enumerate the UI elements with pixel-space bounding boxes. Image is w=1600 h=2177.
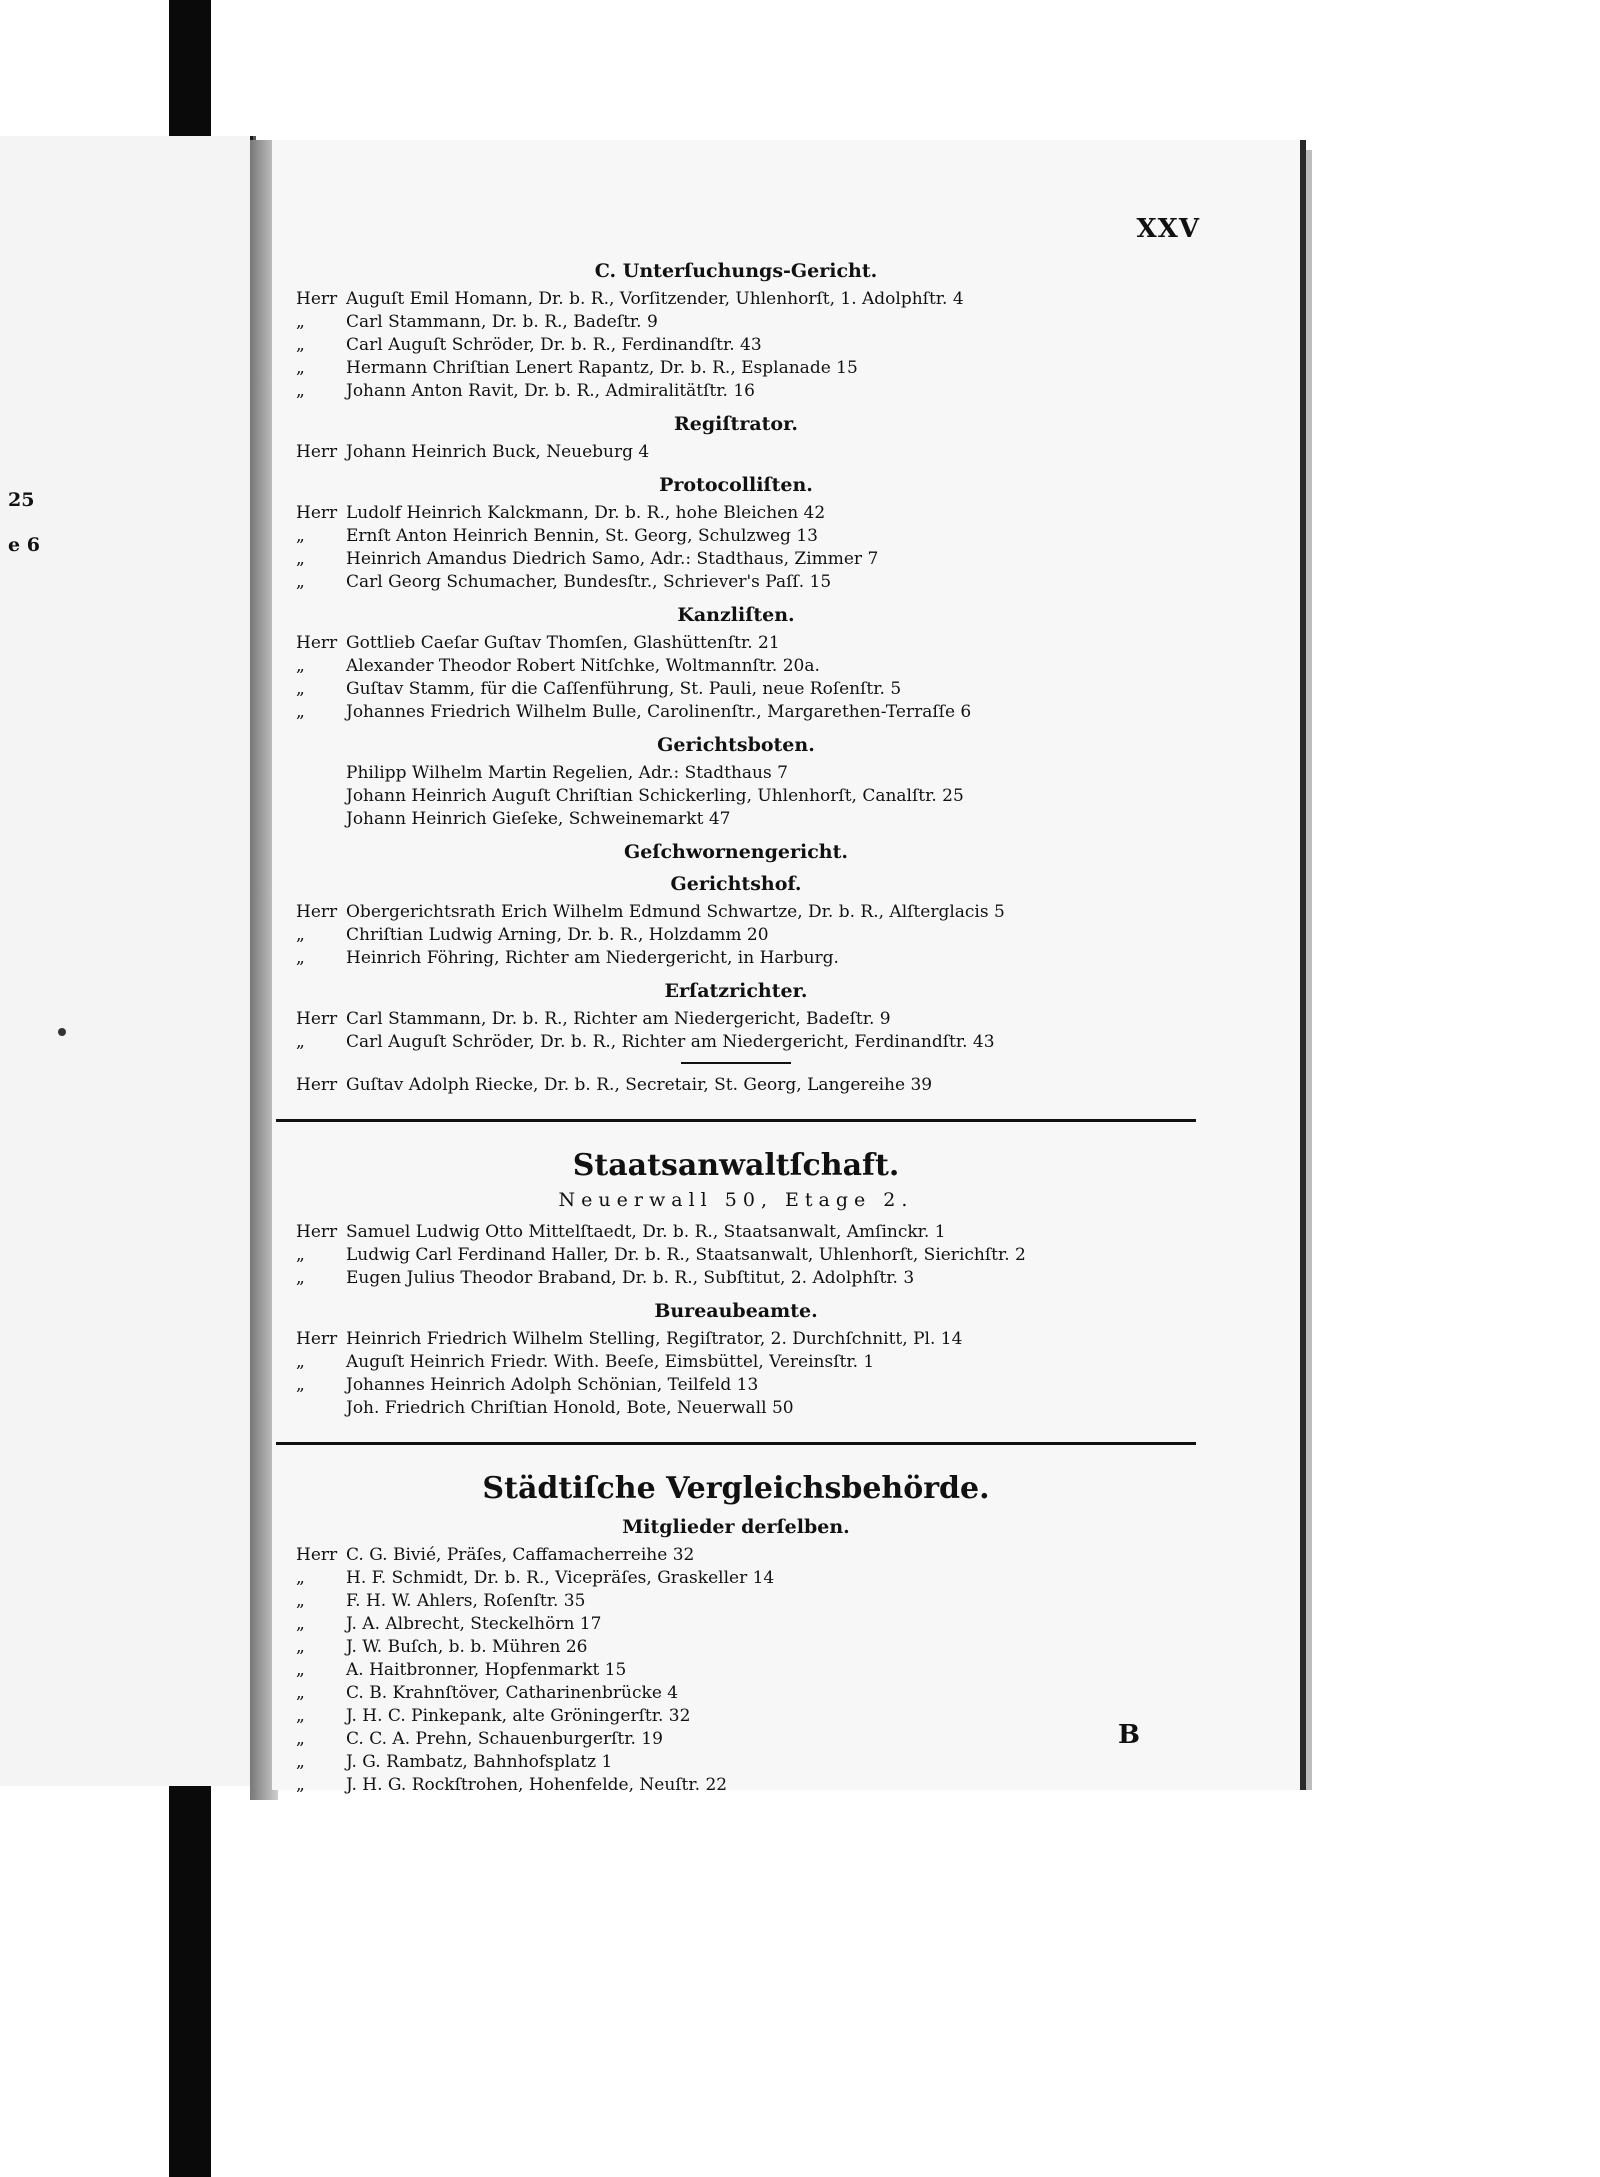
entry-prefix: „ <box>296 1568 305 1588</box>
entry-text: Chriſtian Ludwig Arning, Dr. b. R., Holzdamm 20 <box>346 925 769 945</box>
directory-entry <box>296 1705 1176 1728</box>
entry-prefix: „ <box>296 312 305 332</box>
entry-text: Samuel Ludwig Otto Mittelſtaedt, Dr. b. R., Staatsanwalt, Amſinckr. 1 <box>346 1222 946 1242</box>
entry-prefix: „ <box>296 1683 305 1703</box>
section-heading: Staatsanwaltſchaft. <box>572 1148 900 1183</box>
section-heading: C. Unterſuchungs-Gericht. <box>594 260 878 282</box>
entry-text: Gottlieb Caeſar Guſtav Thomſen, Glashüttenſtr. 21 <box>346 633 780 653</box>
entry-text: Johann Heinrich Auguſt Chriſtian Schickerling, Uhlenhorſt, Canalſtr. 25 <box>346 786 964 806</box>
entry-text: Joh. Friedrich Chriſtian Honold, Bote, Neuerwall 50 <box>346 1398 794 1418</box>
entry-text: Heinrich Föhring, Richter am Niedergericht, in Harburg. <box>346 948 839 968</box>
left-page <box>0 136 253 1786</box>
entry-text: Ernſt Anton Heinrich Bennin, St. Georg, Schulzweg 13 <box>346 526 818 546</box>
section-heading: Geſchwornengericht. <box>623 841 848 863</box>
entry-text: F. H. W. Ahlers, Roſenſtr. 35 <box>346 1591 586 1611</box>
entry-text: Carl Stammann, Dr. b. R., Richter am Niedergericht, Badeſtr. 9 <box>346 1009 891 1029</box>
entry-text: Carl Georg Schumacher, Bundesſtr., Schriever's Paſſ. 15 <box>346 572 832 592</box>
entry-text: Heinrich Amandus Diedrich Samo, Adr.: Stadthaus, Zimmer 7 <box>346 549 879 569</box>
entry-prefix: „ <box>296 1032 305 1052</box>
entry-text: J. W. Buſch, b. b. Mühren 26 <box>346 1637 588 1657</box>
entry-text: C. B. Krahnſtöver, Catharinenbrücke 4 <box>346 1683 679 1703</box>
entry-text: Obergerichtsrath Erich Wilhelm Edmund Schwartze, Dr. b. R., Alſterglacis 5 <box>346 902 1005 922</box>
entry-prefix: Herr <box>296 442 338 462</box>
entry-text: Ludwig Carl Ferdinand Haller, Dr. b. R., Staatsanwalt, Uhlenhorſt, Sierichſtr. 2 <box>346 1245 1026 1265</box>
entry-prefix: Herr <box>296 1075 338 1095</box>
directory-entry <box>296 1544 1176 1567</box>
short-divider <box>681 1062 791 1064</box>
left-page-fragment: e 6 <box>8 534 40 556</box>
directory-entry <box>296 334 1176 357</box>
entry-text: Auguſt Heinrich Friedr. With. Beeſe, Eimsbüttel, Vereinsſtr. 1 <box>346 1352 875 1372</box>
directory-entry <box>296 288 1176 311</box>
entry-text: Johannes Friedrich Wilhelm Bulle, Carolinenſtr., Margarethen-Terraſſe 6 <box>346 702 972 722</box>
directory-entry <box>296 1074 1176 1097</box>
entry-prefix: „ <box>296 925 305 945</box>
section-heading: Protocolliſten. <box>659 474 813 496</box>
directory-entry <box>296 1244 1176 1267</box>
directory-entry <box>296 901 1176 924</box>
entry-prefix: „ <box>296 679 305 699</box>
section-heading: Erſatzrichter. <box>664 980 808 1002</box>
entry-text: Philipp Wilhelm Martin Regelien, Adr.: Stadthaus 7 <box>346 763 788 783</box>
directory-entry <box>296 1397 1176 1420</box>
entry-prefix: „ <box>296 358 305 378</box>
entry-text: Johann Anton Ravit, Dr. b. R., Admiralitätſtr. 16 <box>346 381 755 401</box>
directory-entry <box>296 1590 1176 1613</box>
directory-entry <box>296 924 1176 947</box>
directory-entry <box>296 1221 1176 1244</box>
entry-text: Johann Heinrich Gieſeke, Schweinemarkt 47 <box>346 809 731 829</box>
signature-mark: B <box>1118 1720 1140 1750</box>
entry-text: J. H. C. Pinkepank, alte Gröningerſtr. 32 <box>346 1706 691 1726</box>
entry-prefix: „ <box>296 1706 305 1726</box>
entry-prefix: Herr <box>296 633 338 653</box>
entry-text: Carl Auguſt Schröder, Dr. b. R., Richter am Niedergericht, Ferdinandſtr. 43 <box>346 1032 995 1052</box>
directory-entry <box>296 502 1176 525</box>
section-heading: Städtiſche Vergleichsbehörde. <box>482 1471 990 1506</box>
entry-prefix: Herr <box>296 503 338 523</box>
directory-entry <box>296 632 1176 655</box>
entry-prefix: „ <box>296 1245 305 1265</box>
section-heading: Regiſtrator. <box>674 413 798 435</box>
entry-text: Hermann Chriſtian Lenert Rapantz, Dr. b. R., Esplanade 15 <box>346 358 858 378</box>
entry-prefix: „ <box>296 1268 305 1288</box>
entry-text: A. Haitbronner, Hopfenmarkt 15 <box>346 1660 627 1680</box>
section-divider <box>276 1442 1196 1445</box>
entry-prefix: „ <box>296 1660 305 1680</box>
directory-entry <box>296 762 1176 785</box>
directory-entry <box>296 678 1176 701</box>
entry-text: Eugen Julius Theodor Braband, Dr. b. R., Subſtitut, 2. Adolphſtr. 3 <box>346 1268 915 1288</box>
directory-entry <box>296 1328 1176 1351</box>
entry-prefix: Herr <box>296 1222 338 1242</box>
directory-entry <box>296 701 1176 724</box>
entry-prefix: „ <box>296 381 305 401</box>
section-heading: Bureaubeamte. <box>654 1300 818 1322</box>
entry-text: Carl Stammann, Dr. b. R., Badeſtr. 9 <box>346 312 658 332</box>
entry-text: Guſtav Adolph Riecke, Dr. b. R., Secretair, St. Georg, Langereihe 39 <box>346 1075 933 1095</box>
directory-entry <box>296 311 1176 334</box>
entry-text: Alexander Theodor Robert Nitſchke, Woltmannſtr. 20a. <box>346 656 820 676</box>
entry-prefix: „ <box>296 656 305 676</box>
entry-text: Heinrich Friedrich Wilhelm Stelling, Regiſtrator, 2. Durchſchnitt, Pl. 14 <box>346 1329 963 1349</box>
page-content <box>296 250 1176 1797</box>
entry-prefix: „ <box>296 1352 305 1372</box>
entry-text: C. C. A. Prehn, Schauenburgerſtr. 19 <box>346 1729 663 1749</box>
entry-prefix: „ <box>296 526 305 546</box>
ink-speck <box>58 1028 66 1036</box>
entry-prefix: „ <box>296 1775 305 1795</box>
directory-entry <box>296 808 1176 831</box>
entry-prefix: Herr <box>296 902 338 922</box>
directory-entry <box>296 357 1176 380</box>
entry-text: Johannes Heinrich Adolph Schönian, Teilfeld 13 <box>346 1375 759 1395</box>
entry-prefix: „ <box>296 1614 305 1634</box>
directory-entry <box>296 1374 1176 1397</box>
directory-entry <box>296 525 1176 548</box>
directory-entry <box>296 1613 1176 1636</box>
directory-entry <box>296 1682 1176 1705</box>
entry-text: J. A. Albrecht, Steckelhörn 17 <box>346 1614 602 1634</box>
entry-text: Johann Heinrich Buck, Neueburg 4 <box>346 442 650 462</box>
section-heading: Kanzliſten. <box>677 604 795 626</box>
section-heading: Mitglieder derſelben. <box>622 1516 850 1538</box>
directory-entry <box>296 947 1176 970</box>
entry-prefix: Herr <box>296 1329 338 1349</box>
entry-prefix: Herr <box>296 289 338 309</box>
entry-prefix: „ <box>296 948 305 968</box>
section-heading: Gerichtsboten. <box>657 734 815 756</box>
entry-prefix: „ <box>296 549 305 569</box>
directory-entry <box>296 655 1176 678</box>
directory-entry <box>296 1351 1176 1374</box>
entry-text: J. G. Rambatz, Bahnhofsplatz 1 <box>346 1752 613 1772</box>
entry-text: J. H. G. Rockſtrohen, Hohenfelde, Neuſtr. 22 <box>346 1775 728 1795</box>
entry-prefix: „ <box>296 1375 305 1395</box>
section-divider <box>276 1119 1196 1122</box>
directory-entry <box>296 571 1176 594</box>
entry-text: Auguſt Emil Homann, Dr. b. R., Vorſitzender, Uhlenhorſt, 1. Adolphſtr. 4 <box>346 289 964 309</box>
entry-text: Guſtav Stamm, für die Caſſenführung, St. Pauli, neue Roſenſtr. 5 <box>346 679 902 699</box>
directory-entry <box>296 1008 1176 1031</box>
directory-entry <box>296 1751 1176 1774</box>
entry-text: C. G. Bivié, Präſes, Caffamacherreihe 32 <box>346 1545 695 1565</box>
entry-text: H. F. Schmidt, Dr. b. R., Vicepräſes, Graskeller 14 <box>346 1568 775 1588</box>
section-heading: Gerichtshof. <box>670 873 802 895</box>
entry-text: Ludolf Heinrich Kalckmann, Dr. b. R., hohe Bleichen 42 <box>346 503 826 523</box>
entry-text: Carl Auguſt Schröder, Dr. b. R., Ferdinandſtr. 43 <box>346 335 762 355</box>
directory-entry <box>296 1636 1176 1659</box>
entry-prefix: „ <box>296 572 305 592</box>
left-page-fragment: 25 <box>8 489 35 511</box>
entry-prefix: „ <box>296 1729 305 1749</box>
entry-prefix: Herr <box>296 1545 338 1565</box>
directory-entry <box>296 380 1176 403</box>
directory-entry <box>296 1728 1176 1751</box>
entry-prefix: „ <box>296 1591 305 1611</box>
entry-prefix: „ <box>296 1637 305 1657</box>
directory-entry <box>296 1567 1176 1590</box>
directory-entry <box>296 548 1176 571</box>
directory-entry <box>296 1267 1176 1290</box>
section-address: Neuerwall 50, Etage 2. <box>558 1189 914 1211</box>
directory-entry <box>296 785 1176 808</box>
entry-prefix: Herr <box>296 1009 338 1029</box>
directory-entry <box>296 441 1176 464</box>
entry-prefix: „ <box>296 1752 305 1772</box>
entry-prefix: „ <box>296 702 305 722</box>
directory-entry <box>296 1774 1176 1797</box>
right-page <box>272 140 1306 1795</box>
entry-prefix: „ <box>296 335 305 355</box>
directory-entry <box>296 1031 1176 1054</box>
page-number: XXV <box>1136 214 1200 244</box>
directory-entry <box>296 1659 1176 1682</box>
